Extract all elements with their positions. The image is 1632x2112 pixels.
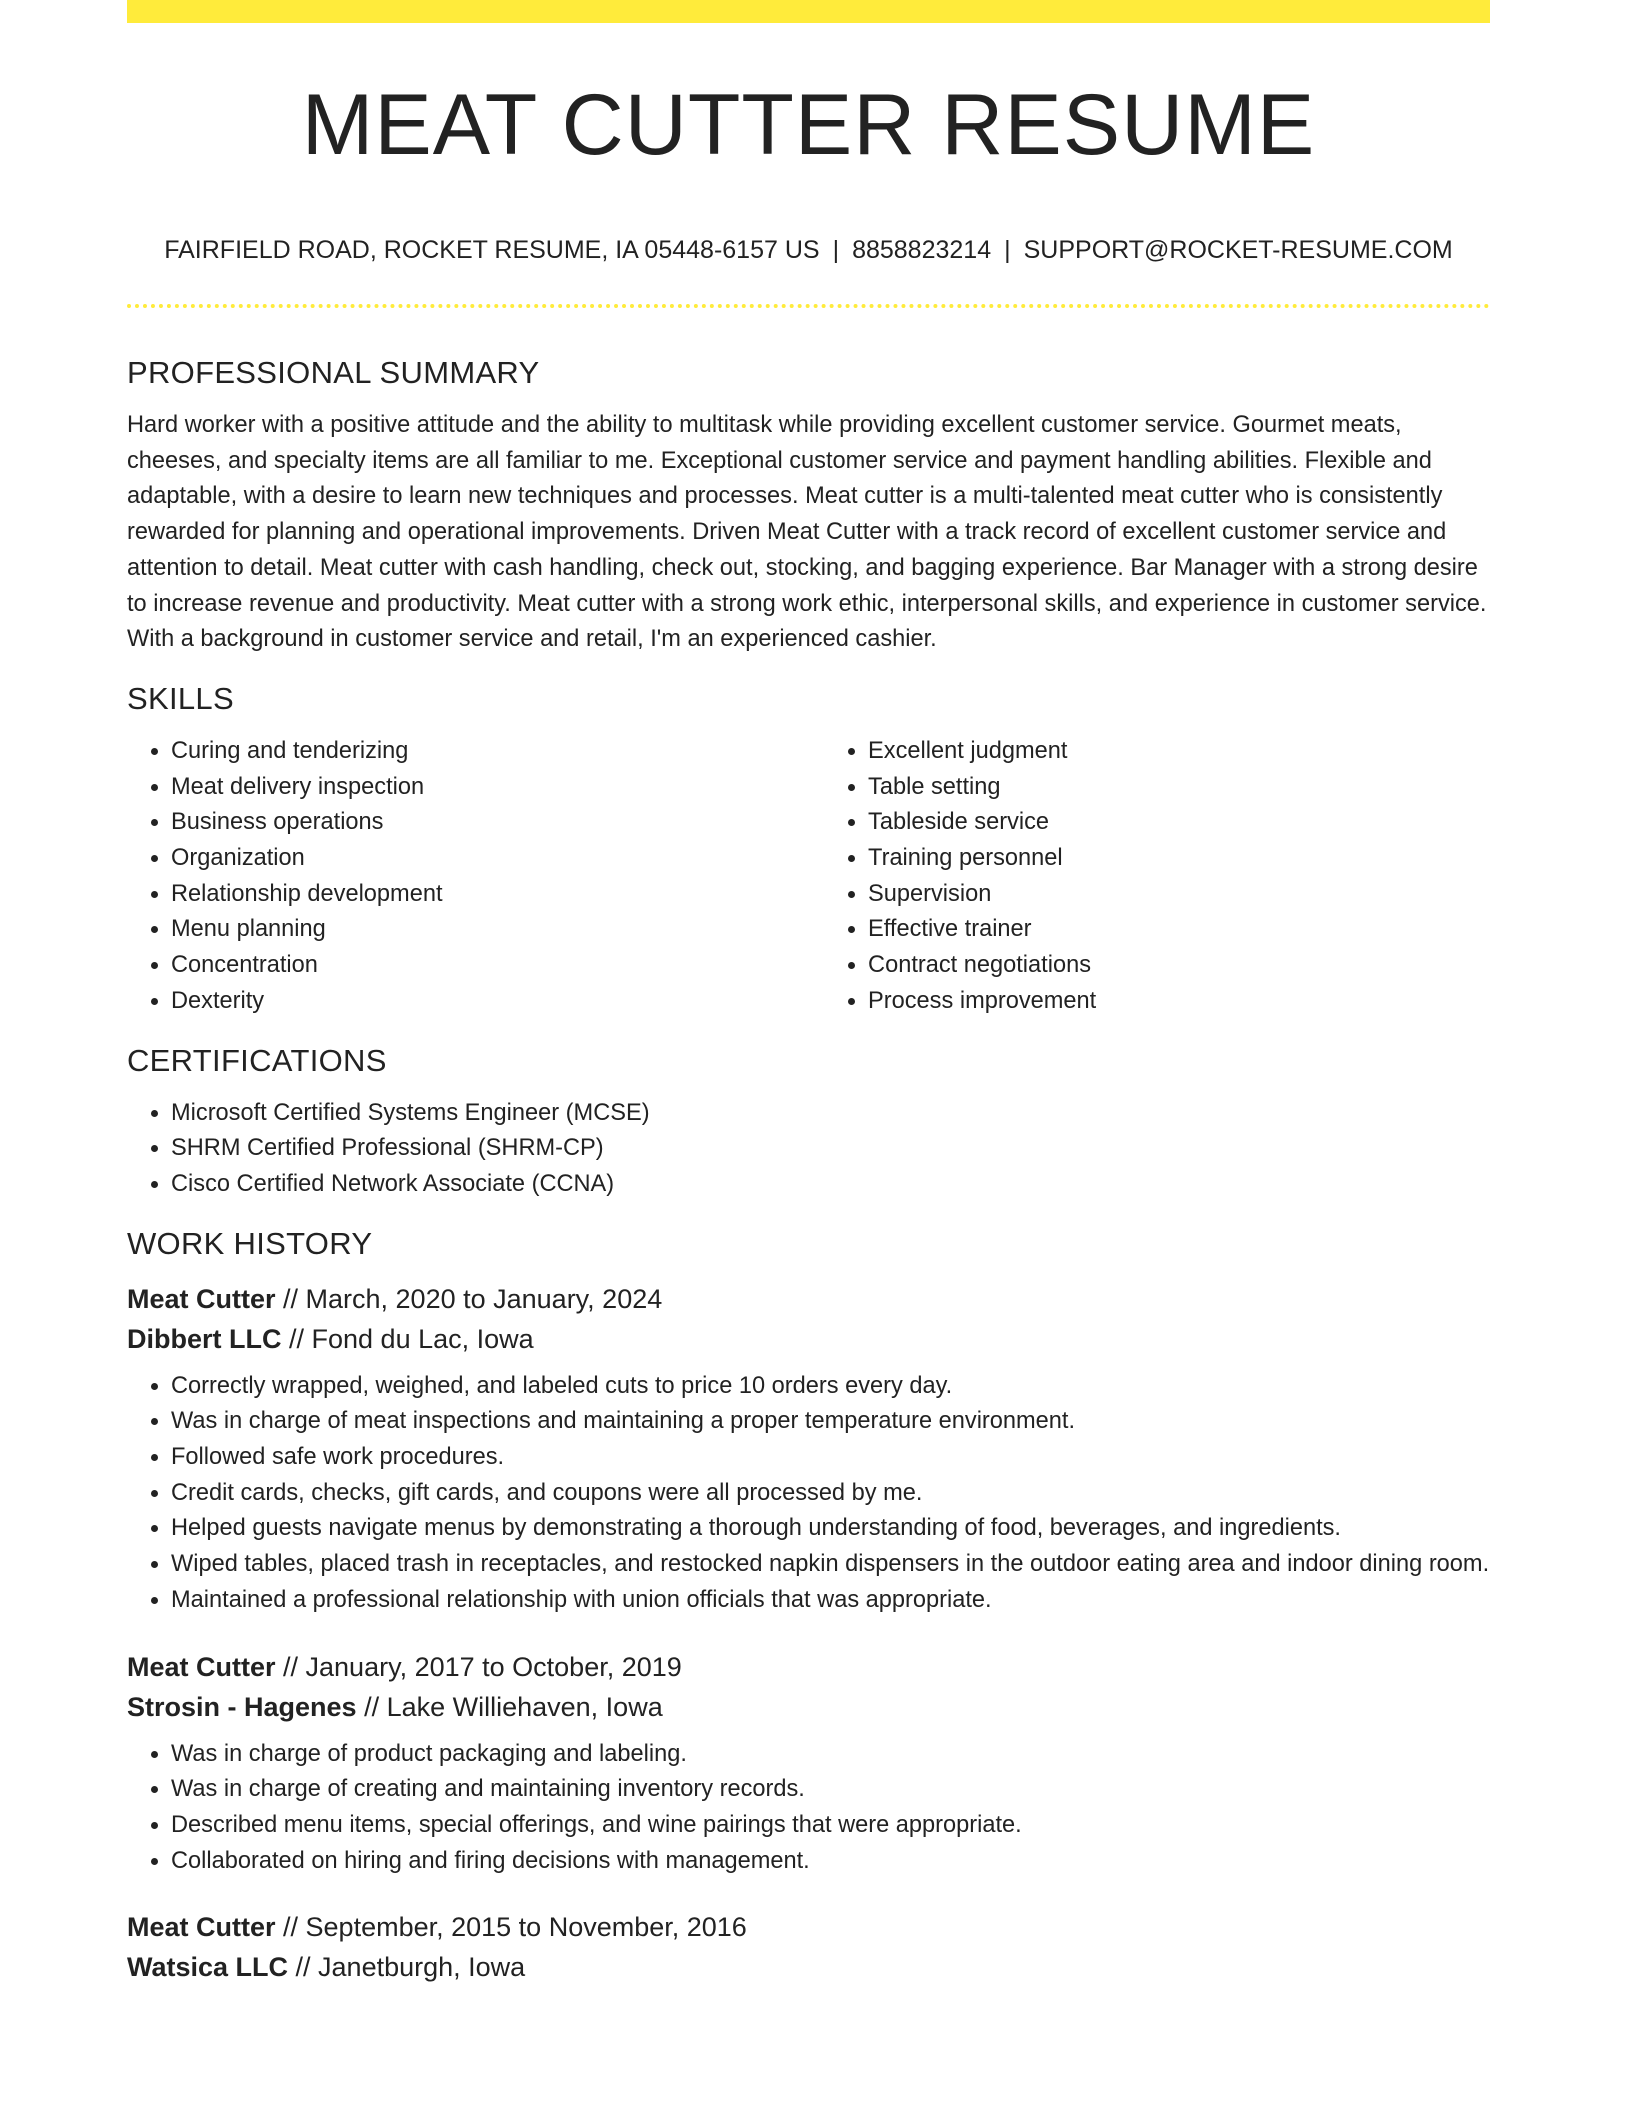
summary-section [127, 348, 1490, 658]
skill-item: • Process improvement [868, 984, 1490, 1020]
job-location: // Janetburgh, Iowa [288, 1952, 526, 1983]
job-bullet: • Described menu items, special offerings, and wine pairings that were appropriate. [171, 1808, 1490, 1844]
certification-item: • Cisco Certified Network Associate (CCNA) [171, 1167, 1490, 1203]
skill-item: • Effective trainer [868, 912, 1490, 948]
job-role-line [127, 1279, 1490, 1319]
job-bullet: • Correctly wrapped, weighed, and labeled cuts to price 10 orders every day. [171, 1369, 1490, 1405]
skill-item: • Business operations [171, 805, 824, 841]
certification-item: • SHRM Certified Professional (SHRM-CP) [171, 1131, 1490, 1167]
job-bullet: • Credit cards, checks, gift cards, and coupons were all processed by me. [171, 1476, 1490, 1512]
skill-item: • Curing and tenderizing [171, 734, 824, 770]
job-entry [127, 1907, 1490, 1987]
resume-content [127, 348, 1490, 2015]
job-dates: // January, 2017 to October, 2019 [275, 1651, 682, 1682]
job-dates: // September, 2015 to November, 2016 [275, 1912, 747, 1943]
contact-phone: 8858823214 [852, 236, 992, 264]
skill-item: • Table setting [868, 770, 1490, 806]
job-bullets [127, 1737, 1490, 1880]
certifications-heading: CERTIFICATIONS [127, 1042, 387, 1078]
job-location: // Lake Williehaven, Iowa [356, 1691, 663, 1722]
top-accent-bar [127, 0, 1490, 23]
contact-address: FAIRFIELD ROAD, ROCKET RESUME, IA 05448-6157 US [164, 236, 820, 264]
job-location: // Fond du Lac, Iowa [281, 1323, 534, 1354]
job-bullet: • Was in charge of creating and maintaining inventory records. [171, 1772, 1490, 1808]
skills-columns [127, 734, 1490, 1020]
skill-item: • Organization [171, 841, 824, 877]
job-company: Strosin - Hagenes [127, 1691, 357, 1722]
job-role-line [127, 1907, 1490, 1947]
skill-item: • Supervision [868, 877, 1490, 913]
skill-item: • Training personnel [868, 841, 1490, 877]
job-bullet: • Was in charge of product packaging and labeling. [171, 1737, 1490, 1773]
contact-separator: | [832, 236, 840, 264]
job-role: Meat Cutter [127, 1283, 276, 1314]
skills-list-left [127, 734, 824, 1020]
skills-section [127, 674, 1490, 1020]
job-entry [127, 1279, 1490, 1619]
skills-heading: SKILLS [127, 680, 234, 716]
job-bullet: • Was in charge of meat inspections and maintaining a proper temperature environment. [171, 1404, 1490, 1440]
skill-item: • Concentration [171, 948, 824, 984]
job-dates: // March, 2020 to January, 2024 [275, 1283, 663, 1314]
job-entry [127, 1647, 1490, 1880]
job-bullet: • Collaborated on hiring and firing decisions with management. [171, 1844, 1490, 1880]
job-bullet: • Followed safe work procedures. [171, 1440, 1490, 1476]
job-role-line [127, 1647, 1490, 1687]
job-company: Watsica LLC [127, 1952, 289, 1983]
resume-title: MEAT CUTTER RESUME [301, 77, 1316, 173]
job-bullets [127, 1369, 1490, 1619]
contact-separator: | [1004, 236, 1011, 264]
skill-item: • Relationship development [171, 877, 824, 913]
skills-list-right [824, 734, 1490, 1020]
certifications-list [127, 1096, 1490, 1203]
work-history-heading: WORK HISTORY [127, 1225, 373, 1261]
work-history-section [127, 1219, 1490, 1988]
dotted-divider [127, 304, 1490, 308]
job-company-line [127, 1687, 1490, 1727]
skill-item: • Contract negotiations [868, 948, 1490, 984]
contact-email: SUPPORT@ROCKET-RESUME.COM [1023, 236, 1453, 264]
job-bullet: • Maintained a professional relationship with union officials that was appropriate. [171, 1583, 1490, 1619]
certification-item: • Microsoft Certified Systems Engineer (MCSE) [171, 1096, 1490, 1132]
job-bullet: • Wiped tables, placed trash in receptacles, and restocked napkin dispensers in the outdoor eating area and indoor dining room. [171, 1547, 1490, 1583]
job-bullet: • Helped guests navigate menus by demonstrating a thorough understanding of food, beverages, and ingredients. [171, 1511, 1490, 1547]
skill-item: • Excellent judgment [868, 734, 1490, 770]
skill-item: • Tableside service [868, 805, 1490, 841]
job-role: Meat Cutter [127, 1651, 276, 1682]
job-company: Dibbert LLC [127, 1323, 282, 1354]
job-company-line [127, 1319, 1490, 1359]
certifications-section [127, 1036, 1490, 1203]
summary-heading: PROFESSIONAL SUMMARY [127, 355, 540, 390]
job-list [127, 1279, 1490, 1988]
skill-item: • Dexterity [171, 984, 824, 1020]
job-role: Meat Cutter [127, 1912, 276, 1943]
summary-text: Hard worker with a positive attitude and the ability to multitask while providing excellent customer service. Gourmet meats, cheeses, and specialty items are all familiar to me. Exceptional customer service and payment handling abilities. Flexible and adaptable, with a desire to learn new techniques and processes. Meat cutter is a multi-talented meat cutter who is consistently rewarded for planning and operational improvements. Driven Meat Cutter with a track record of excellent customer service and attention to detail. Meat cutter with cash handling, check out, stocking, and bagging experience. Bar Manager with a strong desire to increase revenue and productivity. Meat cutter with a strong work ethic, interpersonal skills, and experience in customer service. With a background in customer service and retail, I'm an experienced cashier. [127, 412, 1487, 653]
skill-item: • Menu planning [171, 912, 824, 948]
skill-item: • Meat delivery inspection [171, 770, 824, 806]
contact-line [127, 236, 1490, 265]
job-company-line [127, 1947, 1490, 1987]
